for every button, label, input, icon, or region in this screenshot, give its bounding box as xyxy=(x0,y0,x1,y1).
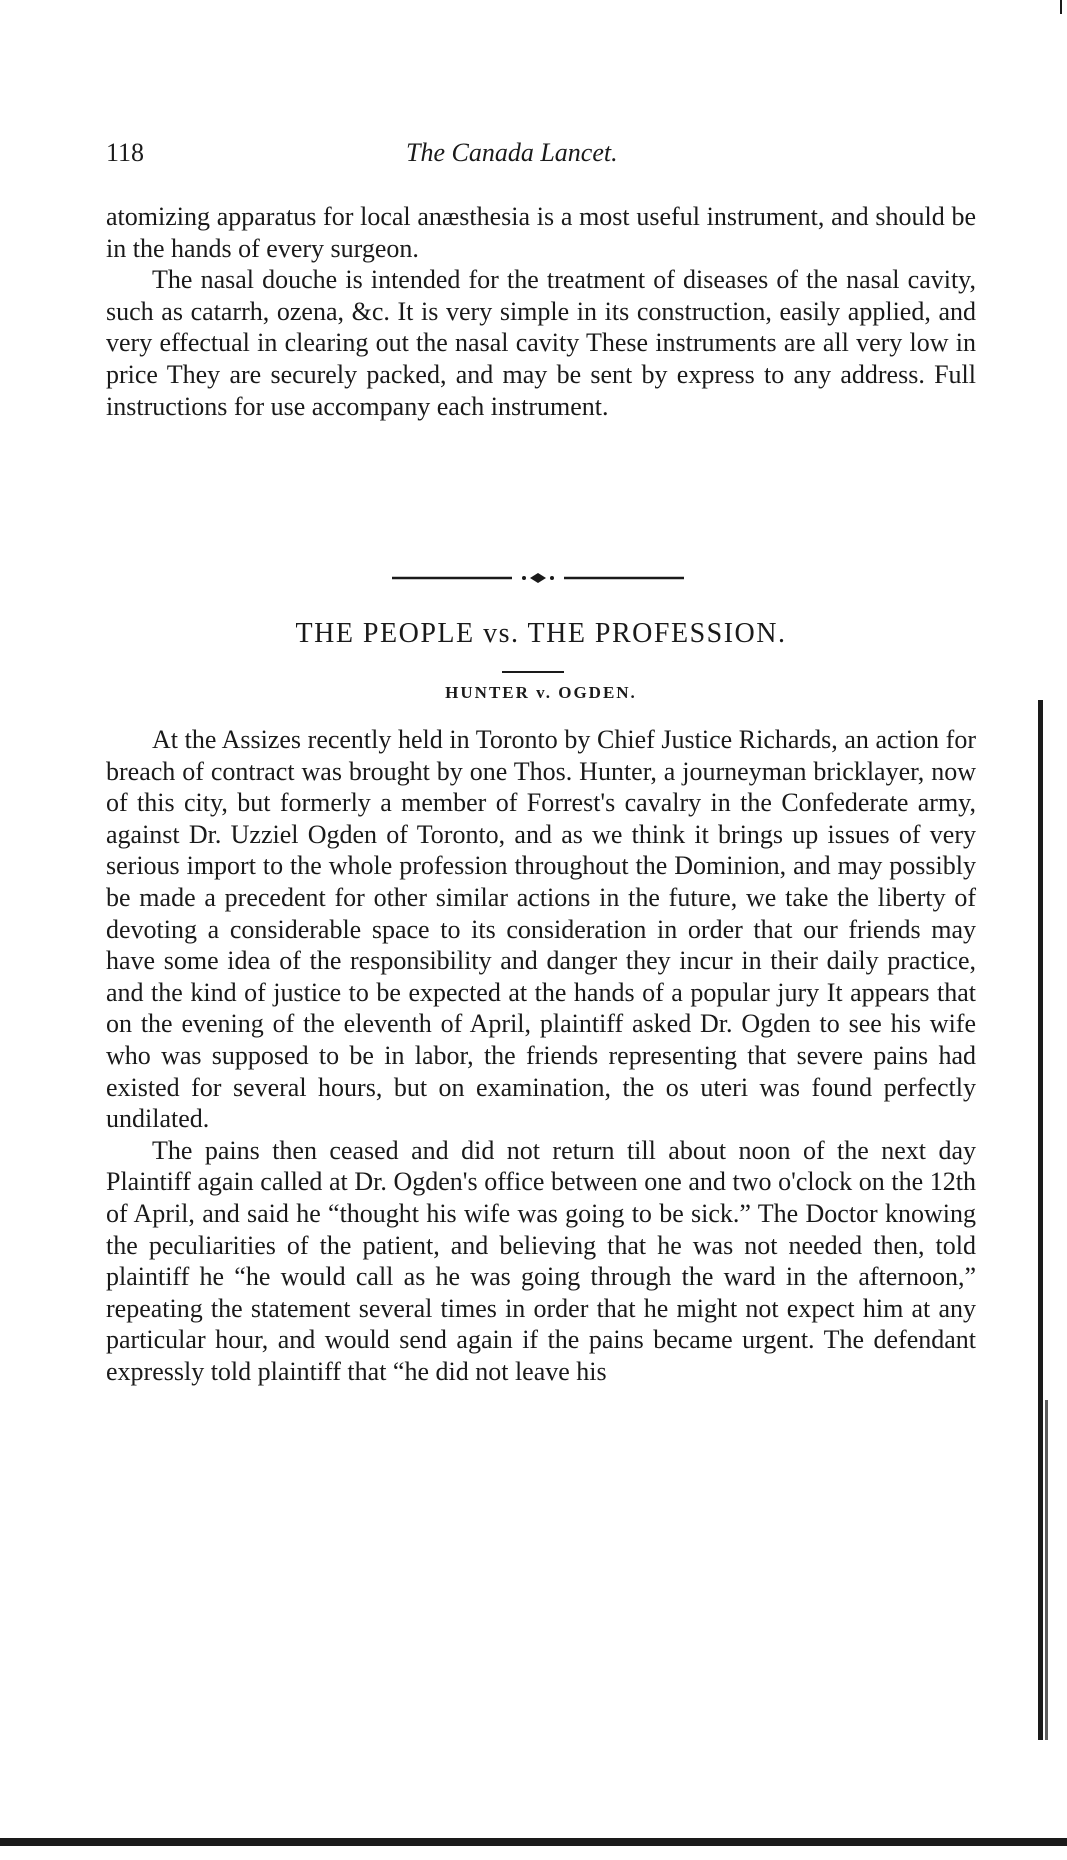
case-title: HUNTER v. OGDEN. xyxy=(445,683,637,702)
page-edge-shadow xyxy=(1038,700,1043,1740)
paragraph: At the Assizes recently held in Toronto by Chief Justice Richards, an action for breach of contract was brought by one Thos. Hunter, a journeyman bricklayer, now of this city, but formerly a member of Forrest's cavalry in the Confederate army, against Dr. Uzziel Ogden of Toronto, and as we think it brings up issues of very serious import to the whole profession throughout the Dominion, and may possibly be made a precedent for other similar actions in the future, we take the liberty of devoting a considerable space to its consideration in order that our friends may have some idea of the responsibility and danger they incur in their daily practice, and the kind of justice to be expected at the hands of a popular jury It appears that on the evening of the eleventh of April, plaintiff asked Dr. Ogden to see his wife who was supposed to be in labor, the friends representing that severe pains had existed for several hours, but on examination, the os uteri was found perfectly undilated. xyxy=(106,725,976,1134)
section-title: THE PEOPLE vs. THE PROFESSION. xyxy=(295,618,787,649)
title-rule xyxy=(502,671,564,673)
running-head: The Canada Lancet. xyxy=(406,138,618,167)
section-divider-ornament xyxy=(392,572,684,584)
page-edge-shadow xyxy=(1045,1400,1048,1740)
paragraph: The nasal douche is intended for the treatment of diseases of the nasal cavity, such as catarrh, ozena, &c. It is very simple in its construction, easily applied, and very effectual in clearing out the nasal cavity These instruments are all very low in price They are securely packed, and may be sent by express to any address. Full instructions for use accompany each instrument. xyxy=(106,265,976,421)
continued-text xyxy=(106,201,976,422)
page-edge-shadow xyxy=(0,1838,1067,1846)
scan-mark xyxy=(1060,0,1062,14)
page-header xyxy=(106,138,976,178)
paragraph: The pains then ceased and did not return till about noon of the next day Plaintiff again called at Dr. Ogden's office between one and two o'clock on the 12th of April, and said he “thought his wife was going to be sick.” The Doctor knowing the peculiarities of the patient, and believing that he was not needed then, told plaintiff he “he would call as he was going through the ward in the afternoon,” repeating the statement several times in order that he might not expect him at any particular hour, and would send again if the pains became urgent. The defendant expressly told plaintiff that “he did not leave his xyxy=(106,1135,976,1386)
page-number: 118 xyxy=(106,138,145,167)
paragraph: atomizing apparatus for local anæsthesia is a most useful instrument, and should be in the hands of every surgeon. xyxy=(106,202,976,263)
article-body xyxy=(106,724,976,1387)
